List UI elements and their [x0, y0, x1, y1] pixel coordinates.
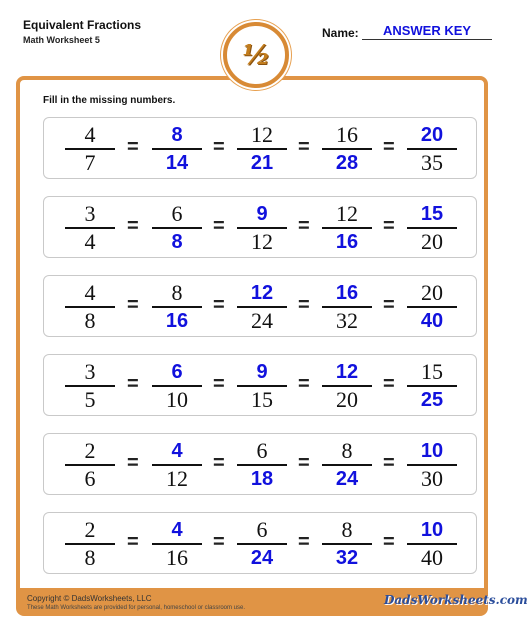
fraction — [322, 202, 372, 254]
fraction — [65, 518, 115, 570]
denominator: 40 — [421, 545, 443, 570]
instructions: Fill in the missing numbers. — [43, 95, 176, 106]
fraction — [65, 202, 115, 254]
numerator: 15 — [421, 359, 443, 384]
denominator: 7 — [84, 150, 96, 175]
fraction — [152, 123, 202, 175]
numerator-answer: 4 — [171, 519, 183, 541]
fraction-bar — [237, 148, 287, 150]
fraction — [322, 518, 372, 570]
denominator: 5 — [84, 387, 96, 412]
worksheet-subtitle: Math Worksheet 5 — [23, 35, 100, 45]
problem-row — [43, 354, 477, 416]
denominator: 12 — [251, 229, 273, 254]
equals-sign: = — [127, 373, 139, 395]
problem-row — [43, 117, 477, 179]
fraction — [152, 202, 202, 254]
fraction-bar — [152, 227, 202, 229]
denominator-answer: 28 — [335, 152, 359, 174]
denominator: 4 — [84, 229, 96, 254]
fraction-bar — [322, 464, 372, 466]
fraction — [152, 518, 202, 570]
fraction-bar — [152, 306, 202, 308]
equals-sign: = — [298, 452, 310, 474]
numerator: 2 — [84, 438, 96, 463]
denominator-answer: 24 — [250, 547, 274, 569]
numerator-answer: 12 — [250, 282, 274, 304]
equals-sign: = — [383, 136, 395, 158]
numerator-answer: 9 — [256, 361, 268, 383]
fraction — [407, 281, 457, 333]
denominator: 35 — [421, 150, 443, 175]
denominator: 6 — [84, 466, 96, 491]
fraction-bar — [407, 385, 457, 387]
fraction — [152, 281, 202, 333]
fraction — [152, 360, 202, 412]
fraction — [237, 439, 287, 491]
equals-sign: = — [127, 215, 139, 237]
numerator-answer: 16 — [335, 282, 359, 304]
problem-row — [43, 275, 477, 337]
fraction-bar — [152, 148, 202, 150]
denominator: 30 — [421, 466, 443, 491]
usage-note: These Math Worksheets are provided for personal, homeschool or classroom use. — [27, 605, 245, 611]
numerator: 4 — [84, 280, 96, 305]
equals-sign: = — [127, 531, 139, 553]
numerator: 4 — [84, 122, 96, 147]
denominator-answer: 8 — [171, 231, 183, 253]
denominator-answer: 16 — [165, 310, 189, 332]
equals-sign: = — [298, 215, 310, 237]
one-half-logo — [223, 22, 289, 88]
name-field[interactable]: ANSWER KEY — [362, 23, 492, 40]
denominator-answer: 14 — [165, 152, 189, 174]
fraction-bar — [237, 464, 287, 466]
denominator: 32 — [336, 308, 358, 333]
numerator-answer: 20 — [420, 124, 444, 146]
equals-sign: = — [213, 531, 225, 553]
numerator: 16 — [336, 122, 358, 147]
fraction-bar — [322, 148, 372, 150]
denominator: 20 — [336, 387, 358, 412]
denominator: 12 — [166, 466, 188, 491]
numerator: 3 — [84, 359, 96, 384]
equals-sign: = — [383, 215, 395, 237]
denominator: 10 — [166, 387, 188, 412]
numerator: 8 — [341, 438, 353, 463]
denominator-answer: 40 — [420, 310, 444, 332]
equals-sign: = — [127, 452, 139, 474]
numerator: 12 — [251, 122, 273, 147]
fraction — [407, 123, 457, 175]
fraction — [322, 281, 372, 333]
numerator: 3 — [84, 201, 96, 226]
problem-row — [43, 433, 477, 495]
equals-sign: = — [213, 452, 225, 474]
equals-sign: = — [383, 452, 395, 474]
denominator: 15 — [251, 387, 273, 412]
equals-sign: = — [298, 531, 310, 553]
denominator-answer: 18 — [250, 468, 274, 490]
numerator-answer: 4 — [171, 440, 183, 462]
brand-logo: DadsWorksheets.com — [384, 593, 528, 607]
numerator-answer: 10 — [420, 440, 444, 462]
numerator-answer: 6 — [171, 361, 183, 383]
equals-sign: = — [383, 294, 395, 316]
fraction — [237, 202, 287, 254]
copyright-text: Copyright © DadsWorksheets, LLC — [27, 594, 152, 603]
denominator: 20 — [421, 229, 443, 254]
equals-sign: = — [298, 373, 310, 395]
numerator-answer: 12 — [335, 361, 359, 383]
denominator-answer: 24 — [335, 468, 359, 490]
fraction-bar — [322, 227, 372, 229]
logo-glyph: ½ — [242, 39, 270, 71]
denominator: 8 — [84, 308, 96, 333]
denominator: 8 — [84, 545, 96, 570]
fraction — [152, 439, 202, 491]
fraction — [237, 281, 287, 333]
worksheet-title: Equivalent Fractions — [23, 18, 142, 32]
equals-sign: = — [213, 294, 225, 316]
fraction — [407, 439, 457, 491]
numerator: 12 — [336, 201, 358, 226]
equals-sign: = — [298, 294, 310, 316]
numerator: 8 — [341, 517, 353, 542]
equals-sign: = — [213, 373, 225, 395]
equals-sign: = — [127, 294, 139, 316]
numerator: 2 — [84, 517, 96, 542]
equals-sign: = — [298, 136, 310, 158]
equals-sign: = — [383, 373, 395, 395]
numerator: 6 — [256, 517, 268, 542]
fraction — [65, 360, 115, 412]
fraction — [407, 202, 457, 254]
fraction — [237, 518, 287, 570]
fraction — [65, 281, 115, 333]
numerator: 6 — [171, 201, 183, 226]
denominator: 16 — [166, 545, 188, 570]
fraction — [322, 439, 372, 491]
denominator: 24 — [251, 308, 273, 333]
numerator: 20 — [421, 280, 443, 305]
denominator-answer: 25 — [420, 389, 444, 411]
fraction — [237, 360, 287, 412]
name-label: Name: — [322, 26, 359, 40]
equals-sign: = — [127, 136, 139, 158]
equals-sign: = — [213, 215, 225, 237]
fraction — [407, 360, 457, 412]
fraction-bar — [407, 306, 457, 308]
numerator-answer: 8 — [171, 124, 183, 146]
denominator-answer: 21 — [250, 152, 274, 174]
numerator: 6 — [256, 438, 268, 463]
denominator-answer: 32 — [335, 547, 359, 569]
numerator-answer: 10 — [420, 519, 444, 541]
fraction-bar — [237, 543, 287, 545]
numerator: 8 — [171, 280, 183, 305]
problem-row — [43, 512, 477, 574]
numerator-answer: 9 — [256, 203, 268, 225]
fraction-bar — [322, 543, 372, 545]
denominator-answer: 16 — [335, 231, 359, 253]
fraction — [322, 123, 372, 175]
numerator-answer: 15 — [420, 203, 444, 225]
fraction — [322, 360, 372, 412]
fraction — [407, 518, 457, 570]
equals-sign: = — [383, 531, 395, 553]
fraction — [65, 123, 115, 175]
fraction — [237, 123, 287, 175]
equals-sign: = — [213, 136, 225, 158]
problem-row — [43, 196, 477, 258]
fraction — [65, 439, 115, 491]
